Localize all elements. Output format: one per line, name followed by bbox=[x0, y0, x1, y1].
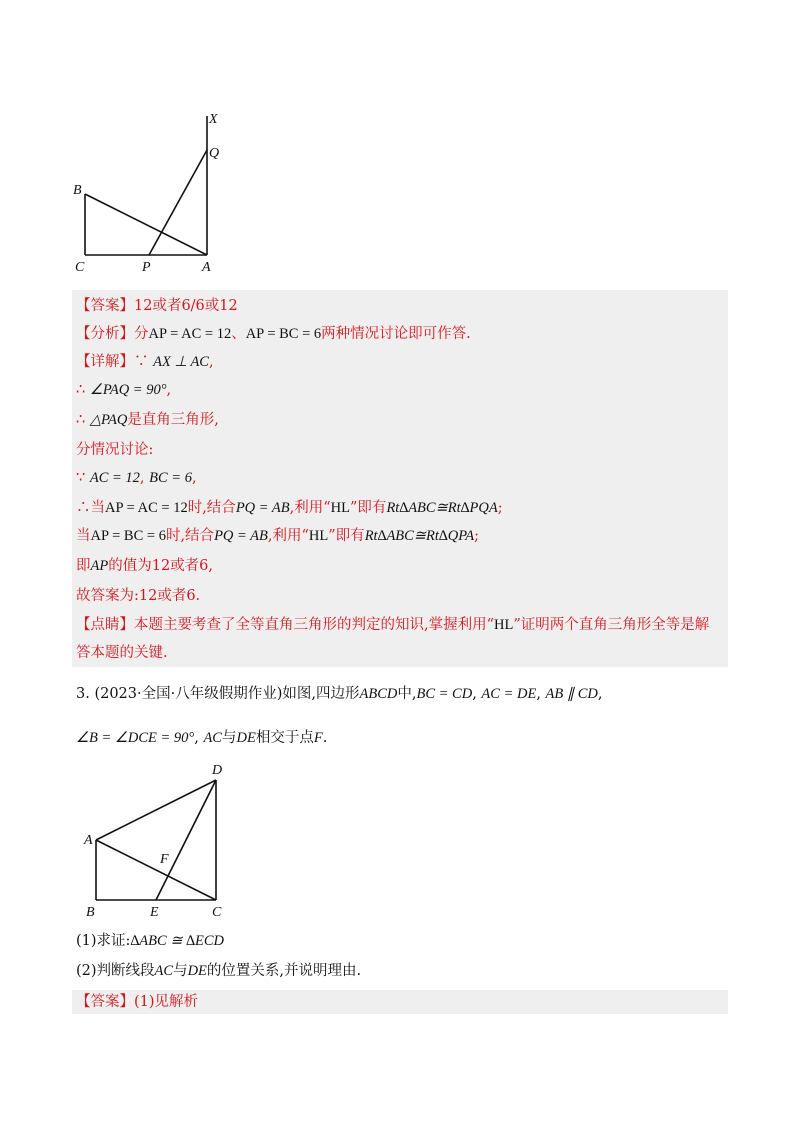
detail-line-6 bbox=[76, 498, 503, 518]
therefore-symbol-3: ∴ bbox=[76, 500, 91, 516]
detail-math-1: AX ⊥ AC bbox=[153, 354, 209, 370]
q3-math-ac-de: AC = DE bbox=[481, 686, 537, 702]
detail-t2-7: ,利用“ bbox=[267, 528, 309, 544]
detail-hl-6: HL bbox=[330, 500, 351, 516]
detail-math-3: △PAQ bbox=[89, 412, 128, 428]
therefore-symbol-2: ∴ bbox=[76, 412, 86, 428]
therefore-symbol: ∴ bbox=[76, 382, 86, 398]
detail-line-8 bbox=[76, 556, 213, 576]
detail-comma-2: , bbox=[166, 382, 172, 398]
segment-ad bbox=[96, 780, 216, 840]
figure-quadrilateral-abcd bbox=[80, 760, 240, 920]
figure-right-angle-xaq bbox=[70, 108, 240, 278]
q3-math-abcd: ABCD bbox=[359, 686, 398, 702]
segment-ba bbox=[85, 194, 207, 255]
q3-text-1: 中, bbox=[397, 686, 417, 702]
note-line-1 bbox=[76, 615, 709, 635]
detail-sep-5: , bbox=[139, 470, 145, 486]
analysis-post: 两种情况讨论即可作答. bbox=[321, 326, 471, 342]
analysis-tag: 【分析】 bbox=[76, 326, 134, 342]
sub-question-2-math-ac: AC bbox=[154, 963, 174, 979]
sub-question-2-pre: (2)判断线段 bbox=[76, 963, 155, 979]
detail-t2-6: ,利用“ bbox=[289, 500, 331, 516]
label-b: B bbox=[86, 905, 95, 920]
note-text-1a: 本题主要考查了全等直角三角形的判定的知识,掌握利用“ bbox=[134, 617, 495, 633]
detail-t1-6: 时,结合 bbox=[187, 500, 236, 516]
detail-pre-6: 当 bbox=[90, 500, 105, 516]
segment-pq bbox=[149, 150, 207, 255]
detail-line-7 bbox=[76, 526, 479, 546]
detail-math-7c: Rt∆ABC≅Rt∆QPA bbox=[364, 528, 475, 544]
label-a: A bbox=[202, 260, 211, 275]
sub-question-1-math: ∆ABC ≅ ∆ECD bbox=[130, 933, 224, 949]
label-c: C bbox=[212, 905, 222, 920]
question-3-line-2 bbox=[76, 728, 327, 748]
note-line-2: 答本题的关键. bbox=[76, 645, 168, 661]
detail-line-5 bbox=[76, 468, 197, 488]
detail-math-7b: PQ = AB bbox=[214, 528, 268, 544]
q3-math-angles: ∠B = ∠DCE = 90° bbox=[76, 730, 195, 746]
q3-sep-2: , bbox=[536, 686, 541, 702]
detail-line-1 bbox=[76, 352, 214, 372]
detail-math-5b: BC = 6 bbox=[149, 470, 192, 486]
detail-end-7: ; bbox=[474, 528, 479, 544]
segment-de bbox=[156, 780, 216, 900]
question-3-line-1 bbox=[76, 684, 603, 704]
analysis-pre: 分 bbox=[134, 326, 149, 342]
note-text-1b: ”证明两个直角三角形全等是解 bbox=[513, 617, 710, 633]
detail-math-2: ∠PAQ = 90° bbox=[89, 382, 167, 398]
detail-line-2 bbox=[76, 380, 171, 400]
analysis-math-2: AP = BC = 6 bbox=[245, 326, 322, 342]
sub-question-1-text: (1)求证: bbox=[76, 933, 131, 949]
question-source: (2023·全国·八年级假期作业)如图,四边形 bbox=[94, 686, 360, 702]
because-symbol: ∵ bbox=[134, 354, 149, 370]
q3-math-bc-cd: BC = CD bbox=[416, 686, 473, 702]
detail-t3-6: ”即有 bbox=[350, 500, 387, 516]
detail-end-6: ; bbox=[497, 500, 503, 516]
detail-line-4: 分情况讨论: bbox=[76, 442, 154, 458]
q3-sep-1: , bbox=[472, 686, 477, 702]
q3-math-ac: AC bbox=[203, 730, 222, 746]
answer-tag: 【答案】 bbox=[76, 298, 134, 314]
q3-math-f: F bbox=[313, 730, 323, 746]
detail-t1-7: 时,结合 bbox=[165, 528, 215, 544]
detail-math-5a: AC = 12 bbox=[89, 470, 140, 486]
detail-hl-7: HL bbox=[308, 528, 329, 544]
detail-math-6b: PQ = AB bbox=[235, 500, 290, 516]
note-tag: 【点睛】 bbox=[76, 617, 134, 633]
detail-tag: 【详解】 bbox=[76, 354, 134, 370]
segment-ac bbox=[96, 840, 216, 900]
q3-math-ab-cd: AB ∥ CD bbox=[545, 686, 598, 702]
detail-line-3 bbox=[76, 410, 219, 430]
sub-question-1 bbox=[76, 931, 224, 951]
detail-end-5: , bbox=[191, 470, 197, 486]
detail-math-7a: AP = BC = 6 bbox=[90, 528, 166, 544]
analysis-sep: 、 bbox=[231, 326, 246, 342]
note-hl: HL bbox=[494, 617, 514, 633]
label-q: Q bbox=[209, 146, 220, 161]
label-e: E bbox=[150, 905, 159, 920]
q3-l2-sep: , bbox=[194, 730, 199, 746]
answer-line bbox=[76, 296, 238, 316]
answer-line-2 bbox=[76, 992, 198, 1012]
analysis-math-1: AP = AC = 12 bbox=[148, 326, 232, 342]
sub-question-2-t1: 与 bbox=[173, 963, 188, 979]
answer-text-2: (1)见解析 bbox=[134, 994, 199, 1010]
analysis-line bbox=[76, 324, 471, 344]
label-d: D bbox=[212, 763, 223, 778]
detail-t3-7: ”即有 bbox=[328, 528, 365, 544]
detail-line-9: 故答案为:12或者6. bbox=[76, 588, 201, 604]
label-f: F bbox=[160, 852, 169, 867]
q3-l2-end: . bbox=[322, 730, 328, 746]
detail-pre-7: 当 bbox=[76, 528, 91, 544]
question-number: 3. bbox=[76, 686, 90, 702]
sub-question-2-math-de: DE bbox=[187, 963, 207, 979]
detail-post-8: 的值为12或者6, bbox=[108, 558, 214, 574]
detail-comma-1: , bbox=[208, 354, 214, 370]
q3-math-de: DE bbox=[236, 730, 256, 746]
detail-math-6c: Rt∆ABC≅Rt∆PQA bbox=[386, 500, 498, 516]
answer-tag-2: 【答案】 bbox=[76, 994, 134, 1010]
label-c: C bbox=[75, 260, 85, 275]
q3-l2-t2: 相交于点 bbox=[255, 730, 314, 746]
label-p: P bbox=[142, 260, 151, 275]
answer-text: 12或者6/6或12 bbox=[134, 298, 238, 314]
label-x: X bbox=[209, 112, 218, 127]
detail-math-8: AP bbox=[90, 558, 109, 574]
detail-text-3: 是直角三角形, bbox=[127, 412, 219, 428]
sub-question-2 bbox=[76, 961, 361, 981]
label-b: B bbox=[73, 183, 82, 198]
q3-sep-3: , bbox=[597, 686, 603, 702]
q3-l2-t1: 与 bbox=[221, 730, 237, 746]
detail-math-6a: AP = AC = 12 bbox=[105, 500, 188, 516]
because-symbol-2: ∵ bbox=[76, 470, 86, 486]
label-a: A bbox=[84, 833, 93, 848]
detail-pre-8: 即 bbox=[76, 558, 91, 574]
sub-question-2-t2: 的位置关系,并说明理由. bbox=[206, 963, 362, 979]
